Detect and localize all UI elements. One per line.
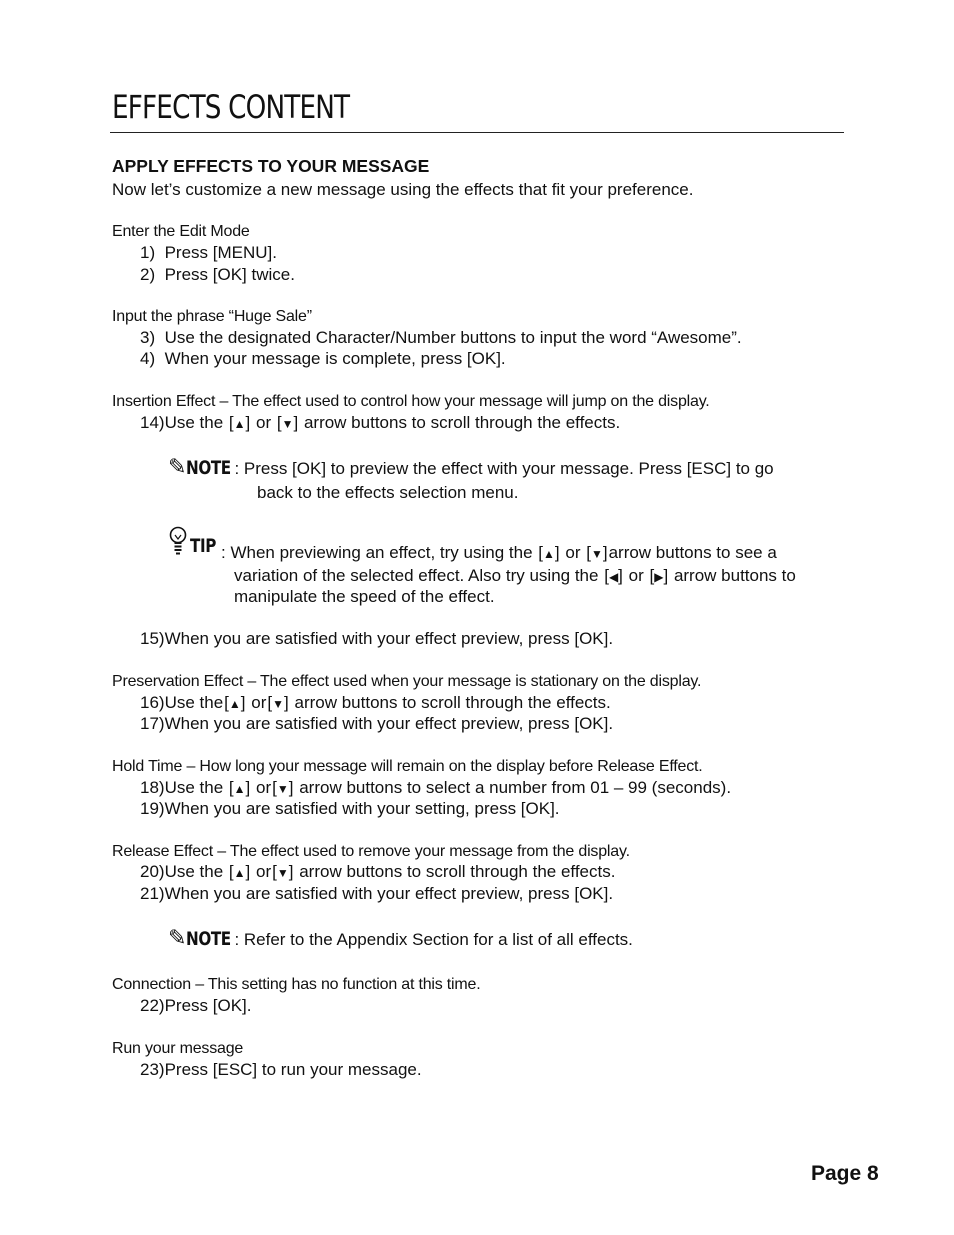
step-text: When you are satisfied with your effect preview, press [OK].	[164, 714, 614, 733]
tip-text: variation of the selected effect. Also try using the	[234, 566, 599, 585]
down-arrow-glyph: ▼	[276, 866, 289, 880]
step-number: 23)	[140, 1060, 165, 1079]
up-arrow-glyph: ▲	[543, 547, 555, 561]
down-arrow-glyph: ▼	[272, 697, 285, 711]
step-text: arrow buttons to scroll through the effects.	[299, 862, 616, 881]
left-arrow-icon	[603, 565, 624, 588]
note-text: : Press [OK] to preview the effect with your message. Press [ESC] to go	[234, 459, 774, 478]
step-19	[140, 798, 560, 819]
note-text-continued: back to the effects selection menu.	[257, 483, 519, 502]
step-number: 1)	[140, 243, 156, 262]
step-number: 15)	[140, 629, 165, 648]
preservation-effect-heading: Preservation Effect – The effect used when your message is stationary on the display.	[112, 673, 702, 690]
step-21	[140, 883, 613, 904]
tip-text-line2	[234, 565, 796, 588]
step-text: arrow buttons to scroll through the effects.	[294, 693, 611, 712]
down-arrow-icon	[271, 861, 294, 884]
input-phrase-heading: Input the phrase “Huge Sale”	[112, 308, 312, 325]
up-arrow-glyph: ▲	[233, 417, 246, 431]
note-callout-appendix	[168, 927, 633, 950]
pencil-icon: ✎	[168, 925, 187, 950]
tip-text: : When previewing an effect, try using the	[221, 543, 533, 562]
step-number: 18)	[140, 778, 165, 797]
step-22	[140, 995, 252, 1016]
step-23	[140, 1059, 422, 1080]
right-arrow-icon	[649, 565, 670, 588]
step-text: When you are satisfied with your effect preview, press [OK].	[164, 884, 614, 903]
step-text: Use the	[164, 862, 224, 881]
step-number: 21)	[140, 884, 165, 903]
down-arrow-icon	[276, 412, 299, 435]
step-2	[140, 264, 295, 285]
or-text: or	[256, 413, 272, 432]
step-17	[140, 713, 613, 734]
step-text: arrow buttons to scroll through the effects.	[303, 413, 621, 432]
step-20	[140, 861, 615, 884]
step-text: Use the	[164, 413, 224, 432]
down-arrow-glyph: ▼	[281, 417, 294, 431]
note-label: NOTE	[186, 457, 232, 479]
down-arrow-icon	[271, 777, 294, 800]
or-text: or	[628, 566, 644, 585]
step-text: Press [MENU].	[164, 243, 277, 262]
step-text: Press [OK] twice.	[164, 265, 295, 284]
step-number: 3)	[140, 328, 156, 347]
up-arrow-icon	[228, 412, 251, 435]
step-text: Press [ESC] to run your message.	[164, 1060, 422, 1079]
step-text: Use the designated Character/Number buttons to input the word “Awesome”.	[164, 328, 742, 347]
step-text: Press [OK].	[164, 996, 252, 1015]
up-arrow-icon	[537, 542, 560, 565]
step-text: Use the	[164, 778, 224, 797]
step-number: 16)	[140, 693, 165, 712]
or-text: or	[251, 693, 267, 712]
title-divider	[110, 132, 844, 133]
tip-text: arrow buttons to	[673, 566, 796, 585]
insertion-effect-heading: Insertion Effect – The effect used to control how your message will jump on the display.	[112, 393, 710, 410]
step-number: 2)	[140, 265, 156, 284]
up-arrow-glyph: ▲	[233, 866, 246, 880]
step-16	[140, 692, 611, 715]
step-text: When you are satisfied with your setting, press [OK].	[164, 799, 560, 818]
step-number: 14)	[140, 413, 165, 432]
left-arrow-glyph: ◀	[608, 570, 619, 584]
step-3	[140, 327, 742, 348]
step-number: 22)	[140, 996, 165, 1015]
or-text: or	[256, 862, 272, 881]
step-number: 19)	[140, 799, 165, 818]
step-15	[140, 628, 613, 649]
or-text: or	[565, 543, 581, 562]
note-text: : Refer to the Appendix Section for a list of all effects.	[234, 930, 633, 949]
edit-mode-heading: Enter the Edit Mode	[112, 223, 250, 240]
page-number: Page 8	[811, 1162, 879, 1185]
up-arrow-glyph: ▲	[228, 697, 241, 711]
tip-text-line3: manipulate the speed of the effect.	[234, 587, 495, 606]
lightbulb-icon	[168, 526, 190, 556]
or-text: or	[256, 778, 272, 797]
release-effect-heading: Release Effect – The effect used to remove your message from the display.	[112, 843, 630, 860]
step-text: When you are satisfied with your effect preview, press [OK].	[164, 629, 614, 648]
step-text: When your message is complete, press [OK].	[164, 349, 506, 368]
tip-label: TIP	[190, 535, 216, 557]
step-1	[140, 242, 277, 263]
up-arrow-icon	[228, 861, 251, 884]
step-4	[140, 348, 506, 369]
hold-time-heading: Hold Time – How long your message will remain on the display before Release Effect.	[112, 758, 703, 775]
down-arrow-glyph: ▼	[590, 547, 603, 561]
down-arrow-glyph: ▼	[276, 782, 289, 796]
connection-heading: Connection – This setting has no function at this time.	[112, 976, 481, 993]
note-label: NOTE	[186, 928, 232, 950]
step-text: arrow buttons to select a number from 01 – 99 (seconds).	[299, 778, 732, 797]
tip-text: arrow buttons to see a	[608, 543, 777, 562]
up-arrow-icon	[228, 777, 251, 800]
right-arrow-glyph: ▶	[654, 570, 664, 584]
up-arrow-glyph: ▲	[233, 782, 246, 796]
pencil-icon: ✎	[168, 454, 187, 479]
step-number: 4)	[140, 349, 156, 368]
step-18	[140, 777, 731, 800]
run-heading: Run your message	[112, 1040, 244, 1057]
note-callout	[168, 456, 774, 479]
down-arrow-icon	[585, 542, 608, 565]
step-14	[140, 412, 620, 435]
step-number: 17)	[140, 714, 165, 733]
tip-text-line1	[221, 542, 777, 565]
section-heading: APPLY EFFECTS TO YOUR MESSAGE	[112, 156, 430, 176]
step-number: 20)	[140, 862, 165, 881]
page-title: EFFECTS CONTENT	[112, 88, 350, 126]
section-intro: Now let’s customize a new message using the effects that fit your preference.	[112, 180, 694, 199]
step-text: Use the	[164, 693, 224, 712]
tip-callout	[168, 526, 222, 561]
down-arrow-icon	[266, 692, 289, 715]
up-arrow-icon	[223, 692, 246, 715]
